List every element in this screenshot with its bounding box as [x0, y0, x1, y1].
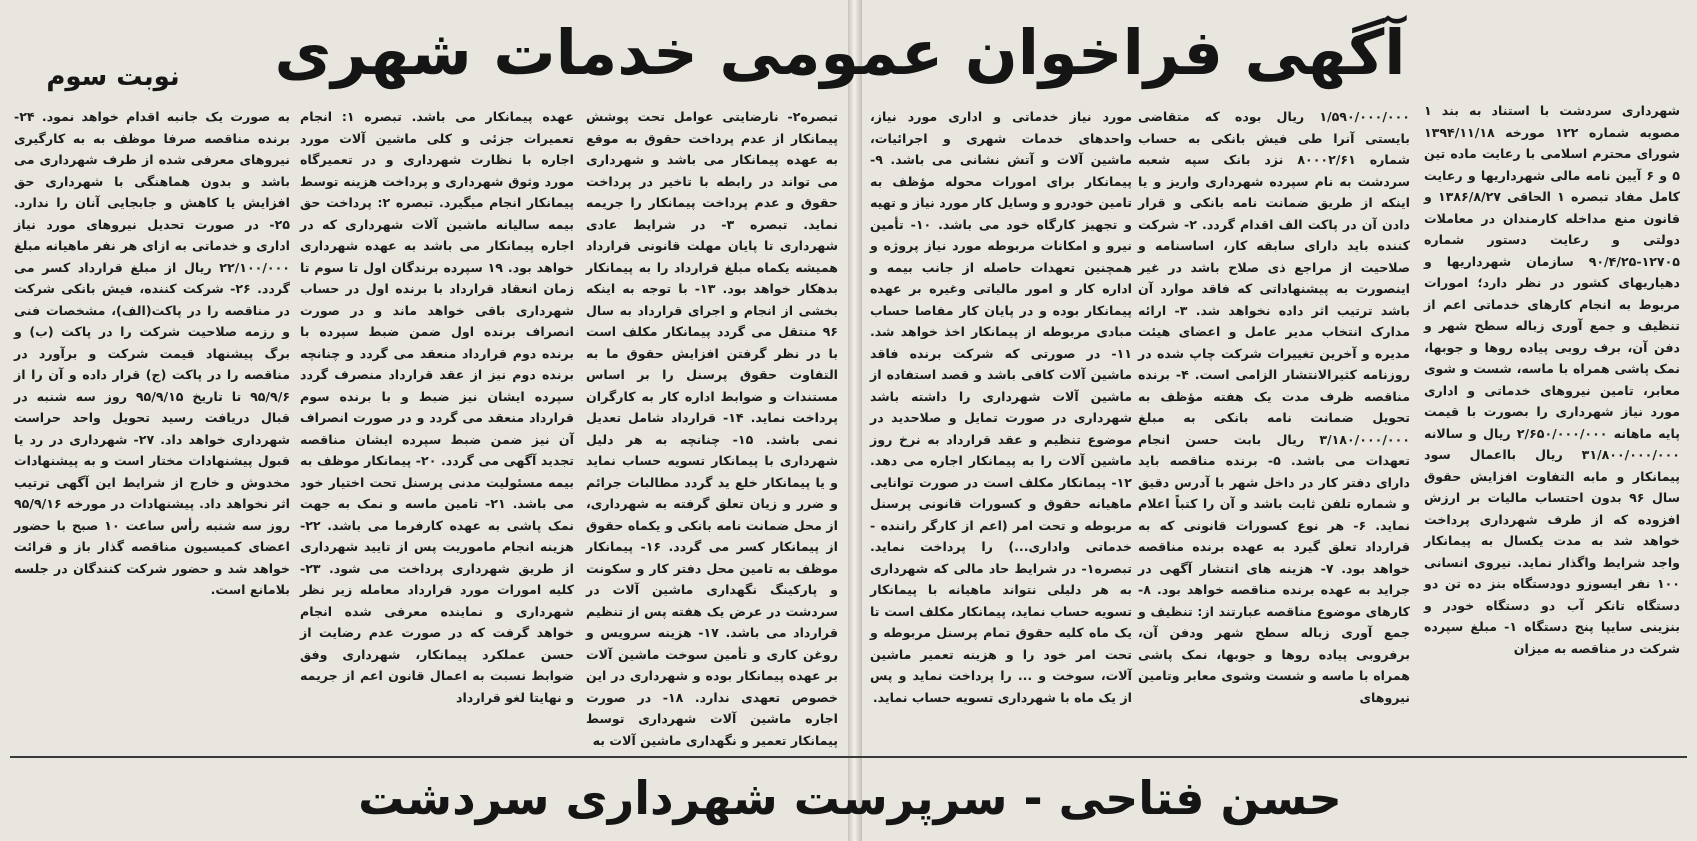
footer-divider	[10, 756, 1687, 758]
notice-column-1	[1424, 100, 1680, 760]
column-text: ۱/۵۹۰/۰۰۰/۰۰۰ ریال بوده که متقاضی بایستی آنرا طی فیش بانکی به حساب شماره ۸۰۰۰۲/۶۱ نزد بانک سپه شعبه سردشت به نام سپرده شهرداری واریز و یا اینکه از طریق ضمانت نامه بانکی و قرار دادن آن در پاکت الف اقدام گردد. ۲- شرکت کننده باید دارای سابقه کار، اساسنامه و صلاحیت از مراجع ذی صلاح باشد در غیر اینصورت به پیشنهاداتی که فاقد موارد آن باشد ترتیب اثر داده نخواهد شد. ۳- ارائه مدارک انتخاب مدیر عامل و اعضای هیئت مدیره و آخرین تغییرات شرکت چاپ شده در روزنامه کثیرالانتشار الزامی است. ۴- برنده مناقصه ظرف مدت یک هفته مؤظف به تحویل ضمانت نامه بانکی به مبلغ ۳/۱۸۰/۰۰۰/۰۰۰ ریال بابت حسن انجام تعهدات می باشد. ۵- برنده مناقصه باید دارای دفتر کار در داخل شهر با آدرس دقیق و شماره تلفن ثابت باشد و آن را کتباً اعلام نماید. ۶- هر نوع کسورات قانونی که به قرارداد تعلق گیرد به عهده برنده مناقصه خواهد بود. ۷- هزینه های انتشار آگهی در جراید به عهده برنده مناقصه خواهد بود. ۸- کارهای موضوع مناقصه عبارتند از: تنظیف و جمع آوری زباله سطح شهر ودفن آن، برفروبی پیاده روها و جوبها، نمک پاشی همراه با ماسه و شست وشوی معابر وتامین نیروهای	[1138, 109, 1410, 705]
notice-column-5	[300, 106, 574, 748]
column-text: عهده پیمانکار می باشد. تبصره ۱: انجام تعمیرات جزئی و کلی ماشین آلات مورد اجاره با نظارت شهرداری و در تعمیرگاه مورد وثوق شهرداری و پرداخت هزینه توسط پیمانکار انجام میگیرد. تبصره ۲: پرداخت حق بیمه سالیانه ماشین آلات شهرداری که در اجاره پیمانکار می باشد به عهده شهرداری خواهد بود. ۱۹ سپرده برندگان اول تا سوم تا زمان انعقاد قرارداد با برنده اول در حساب شهرداری باقی خواهد ماند و در صورت انصراف برنده اول ضمن ضبط سپرده با برنده دوم قرارداد منعقد می گردد و چنانچه برنده دوم نیز از عقد قرارداد منصرف گردد سپرده ایشان نیز ضبط و با برنده سوم قرارداد منعقد می گردد و در صورت انصراف آن نیز ضمن ضبط سپرده ایشان مناقصه تجدید آگهی می گردد. ۲۰- پیمانکار موظف به بیمه مسئولیت مدنی پرسنل تحت اختیار خود می باشد. ۲۱- تامین ماسه و نمک به جهت نمک پاشی به عهده کارفرما می باشد. ۲۲- هزینه انجام ماموریت پس از تایید شهرداری از طریق شهرداری پرداخت می شود. ۲۳- کلیه امورات مورد قرارداد معامله زیر نظر شهرداری و نماینده معرفی شده انجام خواهد گرفت که در صورت عدم رضایت از حسن عملکرد پیمانکار، شهرداری وفق ضوابط نسبت به اعمال قانون اعم از جریمه و نهایتا لغو قرارداد	[300, 109, 575, 705]
notice-column-2	[1138, 106, 1410, 748]
notice-column-3	[870, 106, 1132, 748]
page-fold	[848, 0, 862, 841]
column-text: شهرداری سردشت با استناد به بند ۱ مصوبه شماره ۱۲۲ مورخه ۱۳۹۴/۱۱/۱۸ شورای محترم اسلامی با رعایت ماده تین ۵ و ۶ آیین نامه مالی شهرداریها و رعایت کامل مفاد تبصره ۱ الحاقی ۱۳۸۶/۸/۲۷ و قانون منع مداخله کارمندان در معاملات دولتی و رعایت دستور شماره ۱۲۷۰۵-۹۰/۴/۲۵ سازمان شهرداریها و دهیاریهای کشور در نظر دارد؛ امورات مربوط به انجام کارهای خدماتی اعم از تنظیف و جمع آوری زباله سطح شهر و دفن آن، برف روبی پیاده روها و جوبها، نمک پاشی همراه با ماسه، شست و شوی معابر، تامین نیروهای خدماتی و اداری مورد نیاز شهرداری را بصورت با قیمت پایه ماهانه ۲/۶۵۰/۰۰۰/۰۰۰ ریال و سالانه ۳۱/۸۰۰/۰۰۰/۰۰۰ ریال بااعمال سود پیمانکار و مابه التفاوت افزایش حقوق سال ۹۶ بدون احتساب مالیات بر ارزش افزوده که از طرف شهرداری پرداخت خواهد شد به مدت یکسال به پیمانکار واجد شرایط واگذار نماید. نیروی انسانی ۱۰۰ نفر ایسوزو دودستگاه بنز ده تن دو دستگاه تانکر آب دو دستگاه خودر و بنزینی سایپا پنج دستگاه ۱- مبلغ سپرده شرکت در مناقصه به میزان	[1424, 103, 1680, 656]
notice-column-6	[14, 106, 290, 748]
notice-title: آگهی فراخوان عمومی خدمات شهری	[274, 15, 1406, 89]
column-text: مورد نیاز خدماتی و اداری مورد نیاز، واحدهای خدمات شهری و اجرائیات، ماشین آلات و آتش نشانی می باشد. ۹- پیمانکار برای امورات محوله مؤظف به تامین خودرو و وسایل کار مورد نیاز و تهیه و تجهیز کارگاه خود می باشد. ۱۰- تأمین نیرو و امکانات مربوطه مورد نیاز پروژه و همچنین تعهدات حاصله از جانب بیمه و اداره کار و امور مالیاتی وغیره بر عهده پیمانکار بوده و در پایان کار مفاصا حساب مبادی مربوطه از پیمانکار اخذ خواهد شد. ۱۱- در صورتی که شرکت برنده فاقد ماشین آلات کافی باشد و قصد استفاده از ماشین آلات شهرداری را داشته باشد شهرداری در صورت تمایل و صلاحدید در موضوع تنظیم و عقد قرارداد به نرخ روز ماشین آلات را به پیمانکار اجاره می دهد. ۱۲- پیمانکار مکلف است در صورت توانایی ماهیانه حقوق و کسورات قانونی پرسنل مربوطه و تحت امر (اعم از کارگر راننده - خدماتی واداری...) را پرداخت نماید. تبصره۱- در شرایط حاد مالی که شهرداری به هر دلیلی نتواند ماهیانه با پیمانکار تسویه حساب نماید، پیمانکار مکلف است تا یک ماه کلیه حقوق تمام پرسنل مربوطه و تحت امر خود را و هزینه تعمیر ماشین آلات، سوخت و ... را پرداخت نماید و پس از یک ماه با شهرداری تسویه حساب نماید.	[870, 109, 1132, 705]
signature-footer: حسن فتاحی - سرپرست شهرداری سردشت	[358, 771, 1342, 825]
notice-round: نوبت سوم	[46, 62, 180, 92]
column-text: تبصره۲- نارضایتی عوامل تحت پوشش پیمانکار از عدم پرداخت حقوق به موقع به عهده پیمانکار می باشد و شهرداری می تواند در رابطه با تاخیر در پرداخت حقوق و عدم پرداخت پیمانکار را جریمه نماید. تبصره ۳- در شرایط عادی شهرداری تا پایان مهلت قانونی قرارداد همیشه یکماه مبلغ قرارداد را به پیمانکار بدهکار خواهد بود. ۱۳- با توجه به اینکه بخشی از انجام و اجرای قرارداد به سال ۹۶ منتقل می گردد پیمانکار مکلف است با در نظر گرفتن افزایش حقوق ما به التفاوت حقوق پرسنل را بر اساس مستندات و ضوابط اداره کار به کارگران پرداخت نماید. ۱۴- قرارداد شامل تعدیل نمی باشد. ۱۵- چنانچه به هر دلیل شهرداری با پیمانکار تسویه حساب نماید و یا پیمانکار خلع ید گردد مطالبات جرائم و ضرر و زیان تعلق گرفته به شهرداری، از محل ضمانت نامه بانکی و یکماه حقوق از پیمانکار کسر می گردد. ۱۶- پیمانکار موظف به تامین محل دفتر کار و سکونت و پارکینگ نگهداری ماشین آلات در سردشت در عرض یک هفته پس از تنظیم قرارداد می باشد. ۱۷- هزینه سرویس و روغن کاری و تأمین سوخت ماشین آلات بر عهده پیمانکار بوده و شهرداری در این خصوص تعهدی ندارد. ۱۸- در صورت اجاره ماشین آلات شهرداری توسط پیمانکار تعمیر و نگهداری ماشین آلات به	[586, 109, 839, 748]
column-text: به صورت یک جانبه اقدام خواهد نمود. ۲۴- برنده مناقصه صرفا موظف به به کارگیری نیروهای معرفی شده از طرف شهرداری می باشد و بدون هماهنگی با شهرداری حق افزایش یا کاهش و جابجایی آنان را ندارد. ۲۵- در صورت تحدیل نیروهای مورد نیاز اداری و خدماتی به ازای هر نفر ماهیانه مبلغ ۲۲/۱۰۰/۰۰۰ ریال از مبلغ قرارداد کسر می گردد. ۲۶- شرکت کننده، فیش بانکی شرکت در مناقصه را در پاکت(الف)، مشخصات فنی و رزمه صلاحیت شرکت را در پاکت (ب) و برگ پیشنهاد قیمت شرکت و برآورد در مناقصه را در پاکت (ج) قرار داده و آن را از ۹۵/۹/۶ تا تاریخ ۹۵/۹/۱۵ روز سه شنبه در قبال دریافت رسید تحویل واحد حراست شهرداری خواهد داد. ۲۷- شهرداری در رد یا قبول پیشنهادات مختار است و به پیشنهادات مخدوش و خارج از شرایط این آگهی ترتیب اثر نخواهد داد. پیشنهادات در مورخه ۹۵/۹/۱۶ روز سه شنبه رأس ساعت ۱۰ صبح با حضور اعضای کمیسیون مناقصه گذار باز و قرائت خواهد شد و حضور شرکت کنندگان در جلسه بلامانع است.	[14, 109, 291, 597]
notice-column-4	[586, 106, 838, 748]
